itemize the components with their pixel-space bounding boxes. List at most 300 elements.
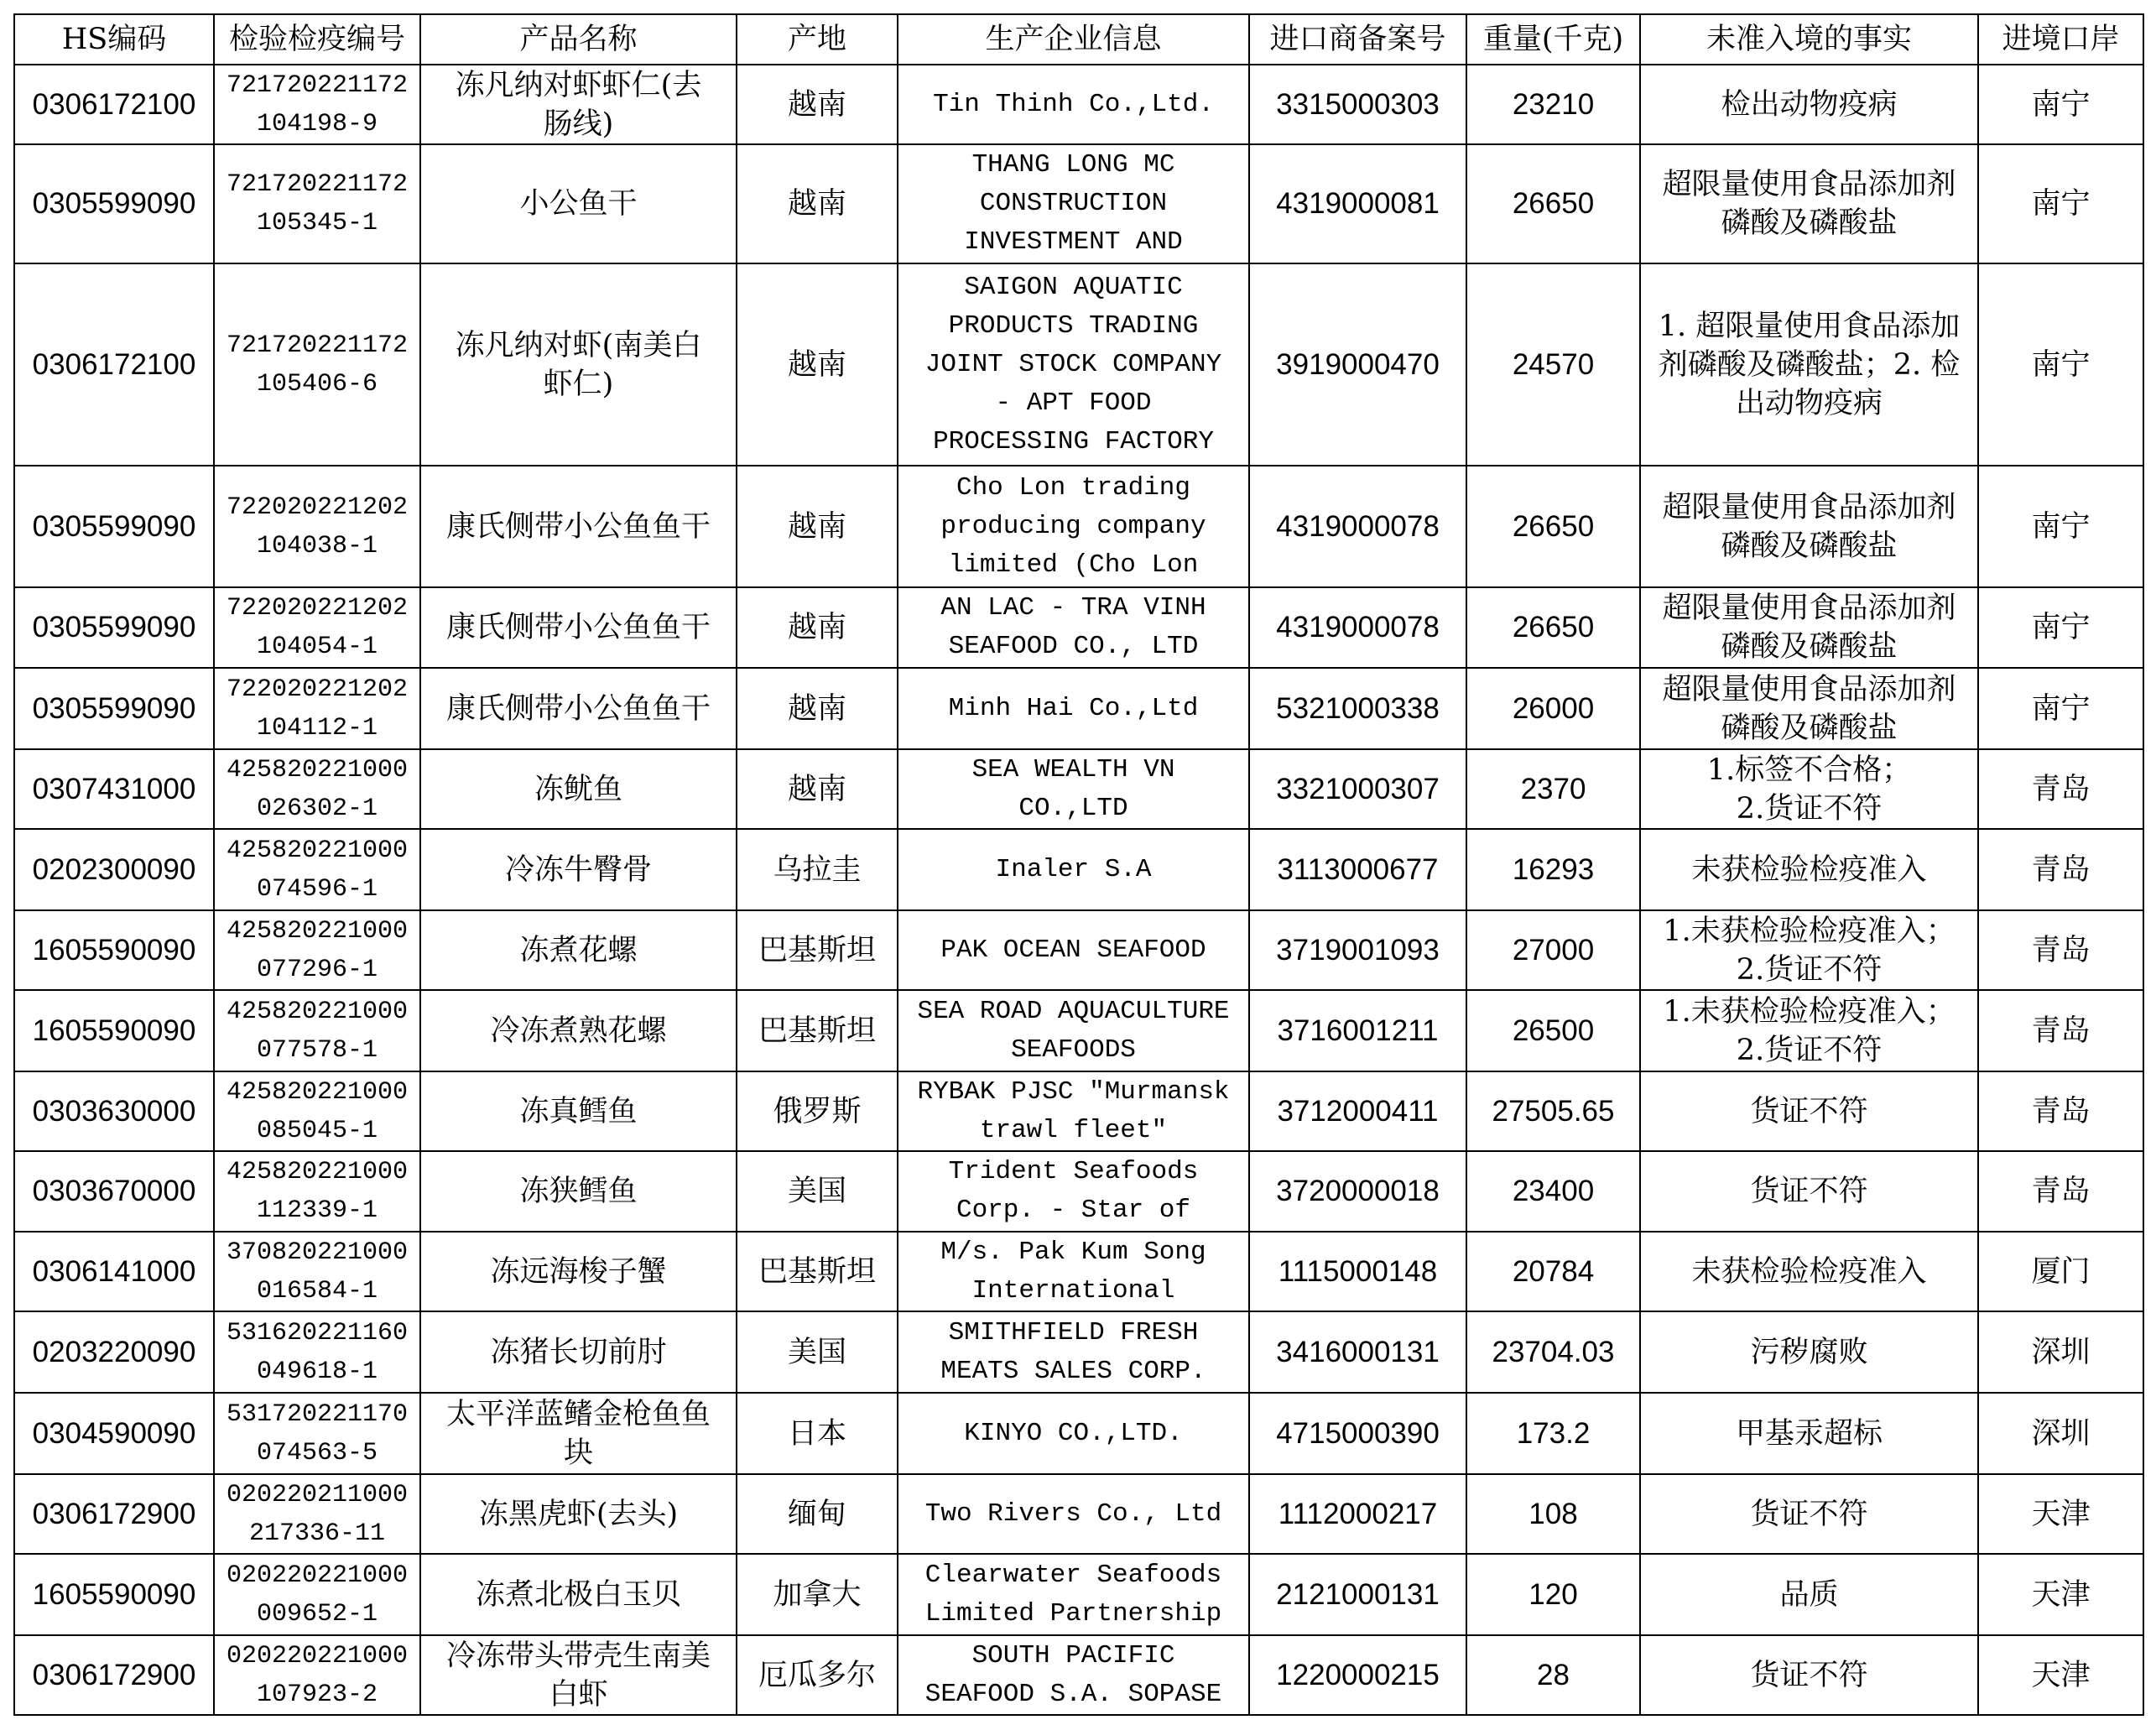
cell-manufacturer: [898, 990, 1249, 1071]
cell-text-line: 049618-1: [256, 1357, 378, 1386]
cell-importer-record-no: [1249, 1311, 1466, 1393]
cell-text-line: 越南: [787, 691, 846, 726]
cell-text-line: 加拿大: [773, 1577, 862, 1612]
cell-text-line: SMITHFIELD FRESH: [948, 1317, 1199, 1347]
cell-text-line: PRODUCTS TRADING: [948, 310, 1199, 341]
cell-product-name: [420, 910, 737, 990]
cell-refusal-reason: [1640, 1474, 1978, 1554]
cell-text-line: 越南: [787, 772, 846, 806]
cell-text-line: 4715000390: [1276, 1416, 1440, 1450]
cell-text-line: 冻凡纳对虾虾仁(去: [455, 68, 702, 102]
cell-port-of-entry: [1978, 1071, 2143, 1151]
cell-text-line: 0303670000: [32, 1175, 196, 1207]
cell-text-line: 3113000677: [1277, 852, 1439, 886]
cell-text-line: 磷酸及磷酸盐: [1721, 206, 1898, 240]
cell-manufacturer: [898, 1071, 1249, 1151]
cell-hs-code: [14, 466, 214, 587]
cell-origin: [737, 144, 898, 263]
cell-refusal-reason: [1640, 1554, 1978, 1635]
cell-text-line: 722020221202: [226, 594, 409, 623]
cell-port-of-entry: [1978, 1151, 2143, 1232]
cell-text-line: 冻鱿鱼: [534, 772, 622, 806]
cell-origin: [737, 829, 898, 910]
cell-text-line: 370820221000: [226, 1238, 409, 1267]
cell-text-line: 3719001093: [1276, 933, 1440, 967]
cell-port-of-entry: [1978, 144, 2143, 263]
cell-text-line: 16293: [1512, 852, 1595, 886]
cell-text-line: International: [971, 1275, 1175, 1305]
cell-text-line: AN LAC - TRA VINH: [940, 593, 1206, 623]
cell-text-line: 107923-2: [256, 1680, 378, 1709]
cell-text-line: 俄罗斯: [773, 1094, 862, 1128]
cell-importer-record-no: [1249, 65, 1466, 144]
table-row: [14, 668, 2143, 749]
cell-text-line: 074563-5: [256, 1438, 378, 1467]
cell-manufacturer: [898, 144, 1249, 263]
cell-text-line: 1605590090: [32, 1014, 196, 1047]
cell-inspection-no: [214, 829, 420, 910]
cell-text-line: 越南: [787, 87, 846, 122]
cell-text-line: 美国: [787, 1335, 846, 1369]
cell-text-line: 剂磷酸及磷酸盐；2. 检: [1658, 347, 1961, 382]
cell-product-name: [420, 587, 737, 668]
cell-refusal-reason: [1640, 263, 1978, 466]
cell-product-name: [420, 263, 737, 466]
cell-text-line: 016584-1: [256, 1276, 378, 1305]
cell-text-line: 虾仁): [543, 367, 614, 401]
cell-text-line: 0306172100: [32, 347, 196, 381]
cell-text-line: 1112000217: [1278, 1497, 1438, 1530]
cell-text-line: 巴基斯坦: [758, 1014, 876, 1048]
cell-text-line: SEAFOODS: [1011, 1034, 1136, 1065]
cell-weight: [1466, 829, 1640, 910]
cell-inspection-no: [214, 1311, 420, 1393]
cell-text-line: 26000: [1512, 691, 1595, 725]
cell-text-line: 112339-1: [256, 1196, 378, 1225]
cell-text-line: 美国: [787, 1175, 846, 1208]
cell-product-name: [420, 1393, 737, 1474]
cell-product-name: [420, 829, 737, 910]
cell-text-line: 冻狭鳕鱼: [519, 1175, 638, 1208]
cell-text-line: 23400: [1512, 1175, 1595, 1207]
table-row: [14, 1151, 2143, 1232]
cell-manufacturer: [898, 263, 1249, 466]
cell-text-line: Corp. - Star of: [956, 1196, 1191, 1225]
cell-text-line: INVESTMENT AND: [964, 227, 1183, 257]
cell-text-line: CO.,LTD: [1018, 793, 1128, 823]
cell-refusal-reason: [1640, 829, 1978, 910]
table-row: [14, 1635, 2143, 1715]
cell-text-line: 南宁: [2031, 87, 2091, 122]
cell-text-line: 425820221000: [226, 997, 409, 1026]
cell-text-line: 0306172100: [32, 87, 196, 121]
cell-hs-code: [14, 910, 214, 990]
cell-text-line: 0305599090: [32, 187, 196, 220]
cell-refusal-reason: [1640, 1151, 1978, 1232]
cell-text-line: Inaler S.A: [995, 854, 1152, 884]
cell-inspection-no: [214, 749, 420, 829]
cell-origin: [737, 466, 898, 587]
cell-refusal-reason: [1640, 910, 1978, 990]
cell-hs-code: [14, 263, 214, 466]
cell-text-line: 深圳: [2031, 1335, 2091, 1369]
cell-text-line: 3315000303: [1276, 87, 1440, 121]
cell-manufacturer: [898, 1151, 1249, 1232]
cell-text-line: SEAFOOD CO., LTD: [948, 632, 1199, 661]
cell-weight: [1466, 990, 1640, 1071]
header-port-of-entry: 进境口岸: [1978, 14, 2143, 65]
cell-importer-record-no: [1249, 144, 1466, 263]
cell-text-line: trawl fleet": [979, 1115, 1168, 1145]
cell-origin: [737, 1071, 898, 1151]
cell-origin: [737, 910, 898, 990]
cell-text-line: 28: [1537, 1658, 1570, 1691]
cell-text-line: 721720221172: [226, 170, 409, 199]
cell-text-line: 南宁: [2031, 347, 2091, 382]
cell-text-line: RYBAK PJSC "Murmansk: [917, 1076, 1230, 1107]
cell-manufacturer: [898, 466, 1249, 587]
cell-origin: [737, 1311, 898, 1393]
cell-origin: [737, 1151, 898, 1232]
cell-importer-record-no: [1249, 1554, 1466, 1635]
cell-text-line: 2370: [1520, 772, 1586, 805]
cell-text-line: Limited Partnership: [924, 1598, 1222, 1629]
table-row: [14, 1393, 2143, 1474]
cell-manufacturer: [898, 65, 1249, 144]
cell-text-line: 巴基斯坦: [758, 1254, 876, 1289]
cell-text-line: 0306141000: [32, 1254, 196, 1288]
cell-text-line: 南宁: [2031, 187, 2091, 221]
cell-refusal-reason: [1640, 990, 1978, 1071]
cell-hs-code: [14, 1232, 214, 1311]
cell-refusal-reason: [1640, 65, 1978, 144]
cell-text-line: - APT FOOD: [995, 388, 1152, 418]
cell-text-line: 0304590090: [32, 1416, 196, 1450]
cell-inspection-no: [214, 990, 420, 1071]
cell-text-line: 020220221000: [226, 1641, 409, 1670]
cell-text-line: 1605590090: [32, 1577, 196, 1611]
cell-port-of-entry: [1978, 990, 2143, 1071]
cell-text-line: 块: [563, 1436, 593, 1470]
cell-text-line: 冷冻带头带壳生南美: [445, 1639, 711, 1673]
cell-text-line: CONSTRUCTION: [979, 189, 1168, 218]
cell-product-name: [420, 1232, 737, 1311]
cell-importer-record-no: [1249, 749, 1466, 829]
cell-text-line: 冻凡纳对虾(南美白: [455, 328, 702, 362]
cell-text-line: 越南: [787, 509, 846, 544]
cell-port-of-entry: [1978, 749, 2143, 829]
cell-text-line: 青岛: [2031, 1175, 2091, 1208]
cell-text-line: 26500: [1512, 1014, 1595, 1047]
cell-port-of-entry: [1978, 1232, 2143, 1311]
cell-hs-code: [14, 829, 214, 910]
cell-importer-record-no: [1249, 1393, 1466, 1474]
cell-refusal-reason: [1640, 1635, 1978, 1715]
cell-weight: [1466, 1393, 1640, 1474]
cell-text-line: 27000: [1512, 933, 1595, 967]
header-hs-code: HS编码: [14, 14, 214, 65]
cell-weight: [1466, 65, 1640, 144]
cell-importer-record-no: [1249, 668, 1466, 749]
cell-text-line: 425820221000: [226, 916, 409, 946]
cell-text-line: 009652-1: [256, 1599, 378, 1629]
cell-product-name: [420, 749, 737, 829]
cell-inspection-no: [214, 1393, 420, 1474]
cell-text-line: 白虾: [549, 1677, 608, 1712]
cell-origin: [737, 1393, 898, 1474]
cell-text-line: 425820221000: [226, 836, 409, 865]
table-row: [14, 1071, 2143, 1151]
cell-text-line: 2121000131: [1276, 1577, 1440, 1611]
cell-text-line: 425820221000: [226, 1158, 409, 1186]
cell-text-line: 磷酸及磷酸盐: [1721, 529, 1898, 563]
cell-text-line: 173.2: [1516, 1416, 1591, 1450]
cell-text-line: 3712000411: [1277, 1094, 1439, 1128]
cell-text-line: 超限量使用食品添加剂: [1662, 168, 1956, 201]
table-row: [14, 910, 2143, 990]
cell-refusal-reason: [1640, 749, 1978, 829]
cell-origin: [737, 65, 898, 144]
cell-text-line: 青岛: [2031, 933, 2091, 967]
cell-text-line: 0306172900: [32, 1497, 196, 1530]
cell-text-line: 104054-1: [256, 633, 378, 661]
cell-importer-record-no: [1249, 587, 1466, 668]
cell-hs-code: [14, 1635, 214, 1715]
cell-text-line: 721720221172: [226, 70, 409, 100]
cell-text-line: 出动物疫病: [1735, 386, 1883, 420]
cell-port-of-entry: [1978, 263, 2143, 466]
cell-text-line: 2.货证不符: [1736, 1033, 1883, 1067]
cell-text-line: 青岛: [2031, 1094, 2091, 1128]
cell-origin: [737, 587, 898, 668]
header-inspection-no: 检验检疫编号: [214, 14, 420, 65]
header-weight: 重量(千克): [1466, 14, 1640, 65]
cell-manufacturer: [898, 1635, 1249, 1715]
cell-text-line: SEA WEALTH VN: [971, 754, 1175, 784]
cell-text-line: 越南: [787, 347, 846, 382]
cell-hs-code: [14, 144, 214, 263]
cell-text-line: 0303630000: [32, 1094, 196, 1128]
cell-text-line: 天津: [2031, 1658, 2091, 1692]
cell-hs-code: [14, 1554, 214, 1635]
cell-text-line: 1.标签不合格；: [1706, 753, 1912, 787]
cell-inspection-no: [214, 1635, 420, 1715]
cell-hs-code: [14, 65, 214, 144]
cell-text-line: 磷酸及磷酸盐: [1721, 630, 1898, 664]
cell-weight: [1466, 263, 1640, 466]
cell-text-line: 026302-1: [256, 794, 378, 823]
cell-text-line: 20784: [1512, 1254, 1595, 1288]
table-row: [14, 144, 2143, 263]
header-row: [14, 14, 2143, 65]
cell-inspection-no: [214, 1071, 420, 1151]
cell-inspection-no: [214, 263, 420, 466]
cell-refusal-reason: [1640, 587, 1978, 668]
cell-origin: [737, 1554, 898, 1635]
cell-product-name: [420, 990, 737, 1071]
cell-text-line: 104038-1: [256, 531, 378, 560]
cell-port-of-entry: [1978, 1554, 2143, 1635]
cell-inspection-no: [214, 1474, 420, 1554]
cell-importer-record-no: [1249, 1474, 1466, 1554]
cell-product-name: [420, 466, 737, 587]
cell-weight: [1466, 1311, 1640, 1393]
cell-inspection-no: [214, 587, 420, 668]
cell-text-line: 货证不符: [1750, 1497, 1868, 1531]
cell-hs-code: [14, 1311, 214, 1393]
cell-origin: [737, 1474, 898, 1554]
cell-weight: [1466, 1474, 1640, 1554]
cell-inspection-no: [214, 65, 420, 144]
cell-refusal-reason: [1640, 1393, 1978, 1474]
table-row: [14, 1311, 2143, 1393]
cell-text-line: 青岛: [2031, 772, 2091, 806]
cell-port-of-entry: [1978, 466, 2143, 587]
cell-text-line: 冻煮花螺: [519, 933, 638, 967]
cell-hs-code: [14, 1393, 214, 1474]
cell-text-line: 超限量使用食品添加剂: [1662, 672, 1956, 706]
cell-inspection-no: [214, 1232, 420, 1311]
table-row: [14, 1554, 2143, 1635]
cell-text-line: 3716001211: [1277, 1014, 1439, 1047]
cell-text-line: limited (Cho Lon: [948, 550, 1199, 580]
cell-weight: [1466, 1635, 1640, 1715]
cell-text-line: Tin Thinh Co.,Ltd.: [933, 89, 1214, 119]
cell-text-line: 货证不符: [1750, 1658, 1868, 1692]
cell-text-line: 108: [1528, 1497, 1578, 1530]
cell-port-of-entry: [1978, 829, 2143, 910]
cell-text-line: 3720000018: [1276, 1175, 1440, 1207]
cell-text-line: KINYO CO.,LTD.: [964, 1418, 1183, 1448]
header-product-name: 产品名称: [420, 14, 737, 65]
cell-port-of-entry: [1978, 1474, 2143, 1554]
cell-manufacturer: [898, 1393, 1249, 1474]
table-row: [14, 1232, 2143, 1311]
cell-text-line: 1.未获检验检疫准入；: [1663, 914, 1956, 948]
cell-text-line: 甲基汞超标: [1735, 1416, 1883, 1451]
cell-text-line: 3321000307: [1276, 772, 1440, 805]
cell-hs-code: [14, 990, 214, 1071]
header-refusal-reason: 未准入境的事实: [1640, 14, 1978, 65]
cell-weight: [1466, 910, 1640, 990]
cell-text-line: Clearwater Seafoods: [924, 1560, 1222, 1590]
cell-importer-record-no: [1249, 1071, 1466, 1151]
cell-origin: [737, 749, 898, 829]
cell-weight: [1466, 1554, 1640, 1635]
cell-text-line: 越南: [787, 187, 846, 221]
cell-text-line: 冻真鳕鱼: [519, 1094, 638, 1128]
cell-text-line: 4319000078: [1276, 509, 1440, 543]
cell-text-line: 27505.65: [1492, 1094, 1615, 1128]
cell-text-line: MEATS SALES CORP.: [940, 1356, 1206, 1386]
cell-text-line: 120: [1528, 1577, 1578, 1611]
cell-importer-record-no: [1249, 1232, 1466, 1311]
cell-text-line: 冻黑虎虾(去头): [478, 1497, 679, 1531]
cell-text-line: 4319000081: [1276, 187, 1440, 220]
cell-text-line: 1605590090: [32, 933, 196, 967]
cell-text-line: 0305599090: [32, 509, 196, 543]
cell-manufacturer: [898, 1474, 1249, 1554]
cell-text-line: 厦门: [2031, 1254, 2091, 1289]
cell-text-line: 小公鱼干: [519, 187, 638, 221]
cell-weight: [1466, 144, 1640, 263]
cell-port-of-entry: [1978, 587, 2143, 668]
cell-text-line: producing company: [940, 511, 1206, 541]
cell-hs-code: [14, 749, 214, 829]
header-origin: 产地: [737, 14, 898, 65]
cell-text-line: 020220211000: [226, 1480, 409, 1509]
cell-port-of-entry: [1978, 1635, 2143, 1715]
cell-inspection-no: [214, 466, 420, 587]
table-row: [14, 749, 2143, 829]
cell-text-line: 未获检验检疫准入: [1691, 1254, 1927, 1289]
cell-text-line: Cho Lon trading: [956, 472, 1191, 503]
cell-origin: [737, 263, 898, 466]
cell-text-line: 冻煮北极白玉贝: [475, 1577, 681, 1612]
cell-importer-record-no: [1249, 466, 1466, 587]
cell-text-line: 冻远海梭子蟹: [490, 1254, 667, 1289]
cell-text-line: 0305599090: [32, 691, 196, 725]
cell-inspection-no: [214, 1151, 420, 1232]
cell-text-line: 康氏侧带小公鱼鱼干: [445, 691, 711, 726]
cell-weight: [1466, 668, 1640, 749]
cell-text-line: 1220000215: [1276, 1658, 1440, 1691]
cell-text-line: 日本: [787, 1416, 846, 1451]
cell-text-line: 3919000470: [1276, 347, 1440, 381]
cell-text-line: 污秽腐败: [1750, 1335, 1868, 1369]
cell-text-line: 26650: [1512, 611, 1595, 644]
cell-manufacturer: [898, 910, 1249, 990]
cell-product-name: [420, 668, 737, 749]
cell-text-line: 青岛: [2031, 1014, 2091, 1048]
cell-refusal-reason: [1640, 1232, 1978, 1311]
cell-hs-code: [14, 1474, 214, 1554]
cell-text-line: 乌拉圭: [773, 852, 862, 887]
cell-text-line: 217336-11: [248, 1519, 386, 1548]
cell-text-line: 康氏侧带小公鱼鱼干: [445, 509, 711, 544]
cell-product-name: [420, 1151, 737, 1232]
cell-importer-record-no: [1249, 1151, 1466, 1232]
cell-text-line: 南宁: [2031, 509, 2091, 544]
cell-text-line: 0202300090: [32, 852, 196, 886]
cell-product-name: [420, 1071, 737, 1151]
cell-hs-code: [14, 1151, 214, 1232]
cell-text-line: 104198-9: [256, 109, 378, 138]
cell-text-line: 020220221000: [226, 1561, 409, 1590]
refused-entry-table: [13, 13, 2144, 1716]
cell-port-of-entry: [1978, 65, 2143, 144]
cell-product-name: [420, 65, 737, 144]
cell-text-line: PAK OCEAN SEAFOOD: [940, 935, 1206, 965]
cell-manufacturer: [898, 587, 1249, 668]
cell-refusal-reason: [1640, 668, 1978, 749]
cell-weight: [1466, 1232, 1640, 1311]
cell-port-of-entry: [1978, 910, 2143, 990]
cell-text-line: 南宁: [2031, 691, 2091, 726]
cell-text-line: 23704.03: [1492, 1335, 1615, 1368]
cell-product-name: [420, 1554, 737, 1635]
cell-text-line: 冷冻煮熟花螺: [490, 1014, 667, 1048]
cell-text-line: 24570: [1512, 347, 1595, 381]
cell-text-line: 077296-1: [256, 955, 378, 984]
table-row: [14, 829, 2143, 910]
cell-hs-code: [14, 668, 214, 749]
table-row: [14, 466, 2143, 587]
cell-text-line: 0307431000: [32, 772, 196, 805]
cell-text-line: 104112-1: [256, 713, 378, 743]
cell-weight: [1466, 587, 1640, 668]
cell-text-line: Trident Seafoods: [948, 1157, 1199, 1186]
